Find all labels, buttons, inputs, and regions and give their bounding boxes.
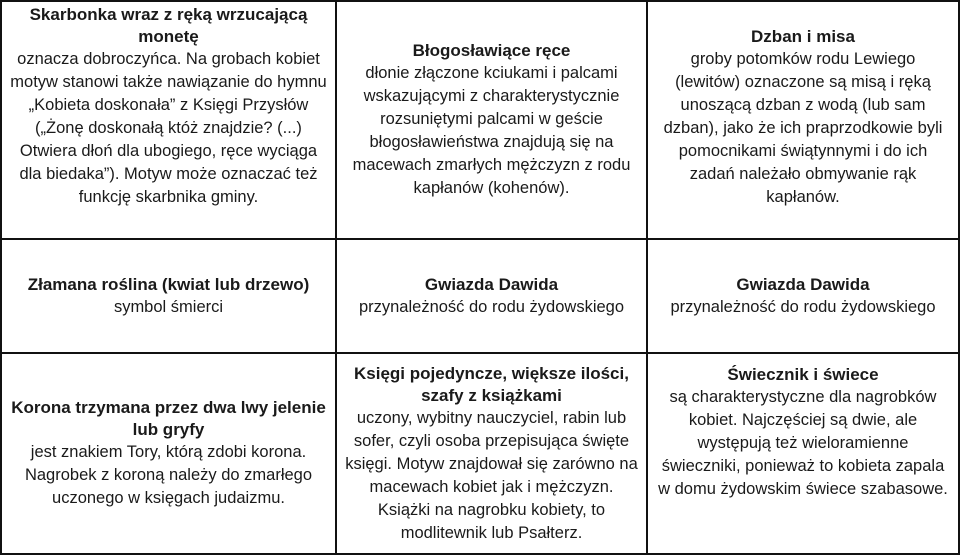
cell-title: Korona trzymana przez dwa lwy jelenie lub gryfy [11,398,326,439]
cell-title: Świecznik i świece [727,365,879,384]
cell-broken-plant [2,240,335,352]
cell-title: Błogosławiące ręce [412,41,571,60]
cell-crown [2,354,335,553]
cell-title: Gwiazda Dawida [736,274,870,294]
cell-description: uczony, wybitny nauczyciel, rabin lub sofer, czyli osoba przepisująca święte księgi. Motyw znajdował się zarówno na macewach kobiet jak i mężczyzn. Książki na nagrobku kobiety, to modlitewnik lub Psałterz. [345,408,638,542]
cell-title: Dzban i misa [751,27,855,46]
cell-title: Skarbonka wraz z ręką wrzucającą monetę [29,5,308,46]
cell-description: groby potomków rodu Lewiego (lewitów) oznaczone są misą i ręką unoszącą dzban z wodą (lub sam dzban), jako że ich praprzodkowie byli pomocnikami świątynnymi i do ich zadań należało obmywanie rąk kapłanów. [663,50,943,206]
cell-description: dłonie złączone kciukami i palcami wskazującymi z charakterystycznie rozsuniętymi palcami w geście błogosławieństwa znajdują się na macewach zmarłych mężczyzn z rodu kapłanów (kohenów). [352,64,631,197]
cell-books [337,354,646,553]
cell-star-of-david-1 [337,240,646,352]
cell-candlestick [648,364,958,553]
cell-title: Gwiazda Dawida [424,274,559,294]
cell-title: Złamana roślina (kwiat lub drzewo) [27,274,310,294]
cell-jug-and-bowl [648,26,958,238]
cell-blessing-hands [337,2,646,238]
cell-title: Księgi pojedyncze, większe ilości, szafy z książkami [354,363,629,405]
cell-description: są charakterystyczne dla nagrobków kobiet. Najczęściej są dwie, ale występują też wieloramienne świeczniki, ponieważ to kobieta zapala w domu żydowskim świece szabasowe. [658,388,948,498]
cell-money-box [2,4,335,236]
cell-description: przynależność do rodu żydowskiego [670,297,936,316]
cell-description: jest znakiem Tory, którą zdobi korona. Nagrobek z koroną należy do zmarłego uczonego w księgach judaizmu. [24,443,313,507]
cell-description: symbol śmierci [113,297,224,316]
cell-description: przynależność do rodu żydowskiego [358,297,625,316]
cell-description: oznacza dobroczyńca. Na grobach kobiet motyw stanowi także nawiązanie do hymnu „Kobieta doskonała” z Księgi Przysłów („Żonę doskonałą któż znajdzie? (...) Otwiera dłoń dla ubogiego, ręce wyciąga dla biedaka”). Motyw może oznaczać też funkcję skarbnika gminy. [10,50,327,206]
cell-star-of-david-2 [648,240,958,352]
